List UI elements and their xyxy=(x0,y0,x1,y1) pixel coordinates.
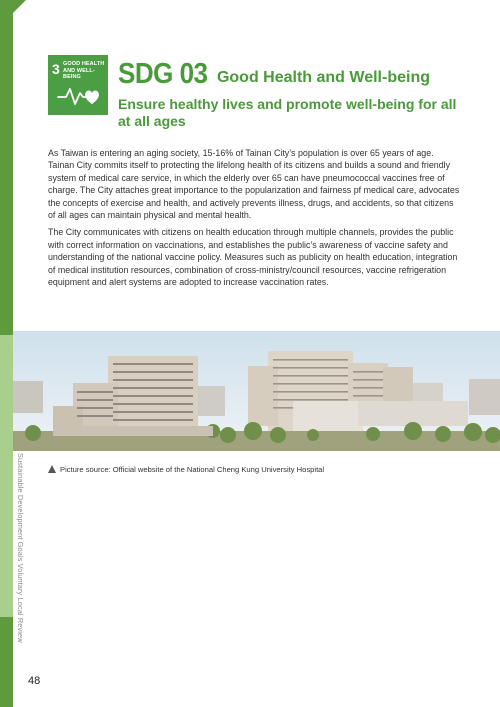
badge-label-line2: AND WELL-BEING xyxy=(63,67,95,80)
page-number: 48 xyxy=(28,675,41,687)
badge-number: 3 xyxy=(52,61,60,77)
heartbeat-heart-icon xyxy=(56,82,100,108)
body-text xyxy=(48,147,460,293)
badge-label xyxy=(63,61,108,81)
body-paragraph-1: As Taiwan is entering an aging society, 15-16% of Tainan City’s population is over 65 years of age. Tainan City commits itself to protecting the lifelong health of its citizens and builds a sound and friendly system of medical care service, in which the elderly over 65 can have pneumococcal vaccines free of charge. The City attaches great importance to the popularization and fairness pf medical care, advocates the concepts of exercise and health, and actively prevents illness, drugs, and accidents, so that citizens of all ages can maintain physical and mental health. xyxy=(48,148,460,221)
sdg-badge xyxy=(48,55,108,115)
hospital-campus-photo xyxy=(13,331,500,451)
corner-decoration xyxy=(0,0,26,26)
caption-text: Picture source: Official website of the National Cheng Kung University Hospital xyxy=(60,465,325,474)
badge-label-line1: GOOD HEALTH xyxy=(63,61,105,67)
triangle-icon xyxy=(48,465,56,473)
sidebar-vertical-text: Sustainable Development Goals Voluntary Local Review xyxy=(16,453,25,643)
hospital-photo-illustration xyxy=(13,331,500,451)
sdg-code: SDG 03 xyxy=(118,56,208,90)
photo-caption xyxy=(48,465,324,474)
page-subtitle: Ensure healthy lives and promote well-being for all at all ages xyxy=(118,96,457,129)
left-accent-bar-light xyxy=(0,335,13,617)
sdg-title: Good Health and Well-being xyxy=(216,69,430,86)
page-title xyxy=(118,58,430,89)
body-paragraph-2: The City communicates with citizens on health education through multiple channels, provides the public with correct information on vaccinations, and establishes the public’s awareness of vaccine safety and understanding of the national vaccine policy. Measures such as publicity on health education, integration of medical institution resources, combination of cross-ministry/council resources, vaccine refrigeration equipment and alert systems are adopted to increase vaccination rates. xyxy=(48,227,458,288)
